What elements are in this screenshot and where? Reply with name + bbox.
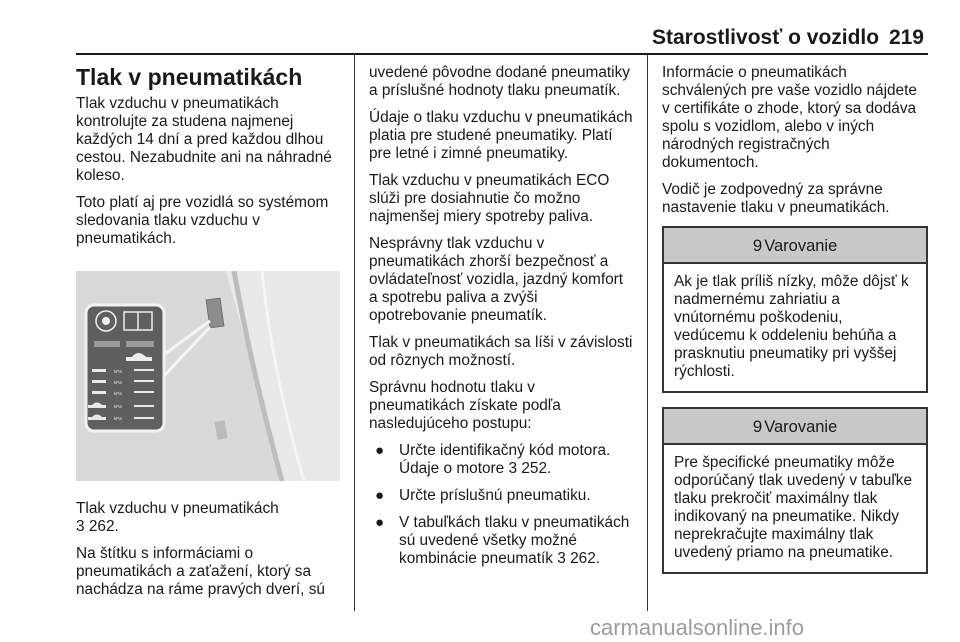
procedure-list xyxy=(369,442,635,568)
header-rule xyxy=(76,53,928,55)
column-1 xyxy=(76,60,342,608)
warning-icon: 9 xyxy=(752,417,763,436)
paragraph: Tlak vzduchu v pneumatikách ECO slúži pre dosiahnutie čo možno najmenšej miery spotreby paliva. xyxy=(369,172,610,225)
paragraph: Na štítku s informáciami o pneumatikách a zaťažení, ktorý sa nachádza na ráme pravých dverí, sú xyxy=(76,545,325,598)
label-unit: kPa xyxy=(114,404,122,409)
page-reference-arrow: 3 xyxy=(508,460,518,477)
label-unit: kPa xyxy=(114,380,122,385)
label-unit: kPa xyxy=(114,391,122,396)
tire-pressure-label-illustration xyxy=(76,271,340,481)
page-header xyxy=(640,26,928,50)
paragraph: Správnu hodnotu tlaku v pneumatikách získate podľa nasledujúceho postupu: xyxy=(369,379,561,432)
column-3 xyxy=(662,64,928,588)
chapter-title: Starostlivosť o vozidlo xyxy=(652,26,880,49)
column-2 xyxy=(369,64,635,577)
page-number: 219 xyxy=(888,26,924,49)
list-item: ● Určte identifikačný kód motora. Údaje o motore 3 252. xyxy=(375,442,611,477)
page-reference-arrow: 3 xyxy=(76,518,85,535)
warning-box xyxy=(662,226,928,393)
warning-text: Ak je tlak príliš nízky, môže dôjsť k nadmernému zahriatiu a vnútornému poškodeniu, vedúcemu k oddeleniu behúňa a prasknutiu pneumatiky pri vyššej rýchlosti. xyxy=(674,273,909,380)
label-unit: kPa xyxy=(114,369,122,374)
section-heading: Tlak v pneumatikách xyxy=(76,64,303,90)
warning-header: 9 Varovanie xyxy=(664,409,926,445)
page-reference-arrow: 3 xyxy=(557,550,566,567)
warning-icon: 9 xyxy=(752,236,763,255)
paragraph: uvedené pôvodne dodané pneumatiky a príslušné hodnoty tlaku pneumatík. xyxy=(369,64,630,99)
paragraph: Tlak vzduchu v pneumatikách kontrolujte za studena najmenej každých 14 dní a pred každou dlhou cestou. Nezabudnite ani na náhradné koleso. xyxy=(76,95,332,184)
list-item: ● Určte príslušnú pneumatiku. xyxy=(375,487,591,504)
paragraph: Údaje o tlaku vzduchu v pneumatikách platia pre studené pneumatiky. Platí pre letné i zimné pneumatiky. xyxy=(369,109,633,162)
paragraph: Nesprávny tlak vzduchu v pneumatikách zhorší bezpečnosť a ovládateľnosť vozidla, jazdný komfort a spotrebu paliva a zvýši opotrebovanie pneumatík. xyxy=(369,235,624,324)
list-item: ● V tabuľkách tlaku v pneumatikách sú uvedené všetky možné kombinácie pneumatík 3 262. xyxy=(375,514,630,567)
watermark: carmanualsonline.info xyxy=(590,615,805,640)
warning-box xyxy=(662,407,928,574)
column-divider-1 xyxy=(354,55,355,611)
paragraph: Tlak v pneumatikách sa líši v závislosti od rôznych možností. xyxy=(369,334,633,369)
warning-header: 9 Varovanie xyxy=(664,228,926,264)
label-unit: kPa xyxy=(114,416,122,421)
paragraph: Tlak vzduchu v pneumatikách 3 262. xyxy=(76,500,279,535)
warning-text: Pre špecifické pneumatiky môže odporúčaný tlak uvedený v tabuľke tlaku prekročiť maximálny tlak indikovaný na pneumatike. Nikdy neprekračujte maximálny tlak uvedený priamo na pneumatike. xyxy=(674,454,913,561)
paragraph: Vodič je zodpovedný za správne nastavenie tlaku v pneumatikách. xyxy=(662,181,890,216)
column-divider-2 xyxy=(647,55,648,611)
paragraph: Toto platí aj pre vozidlá so systémom sledovania tlaku vzduchu v pneumatikách. xyxy=(76,194,329,247)
paragraph: Informácie o pneumatikách schválených pre vaše vozidlo nájdete v certifikáte o zhode, ktorý sa dodáva spolu s vozidlom, alebo v iných národných registračných dokumentoch. xyxy=(662,64,917,171)
